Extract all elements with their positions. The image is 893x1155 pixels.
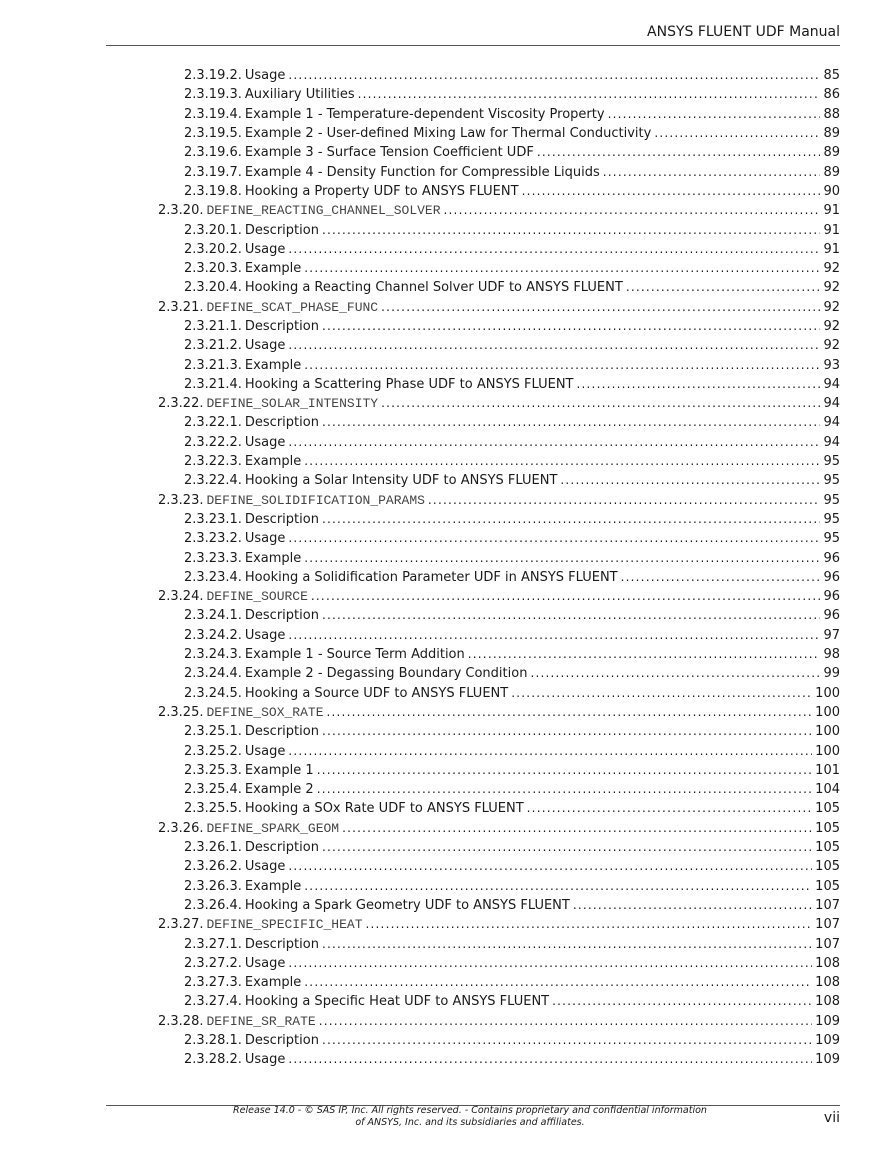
toc-dot-leader [626,278,821,297]
toc-entry[interactable] [158,761,840,780]
toc-entry-number: 2.3.22.4. [184,473,242,489]
footer-copyright [150,1105,790,1129]
toc-entry-title: Description [244,608,319,624]
toc-entry-title: Example [244,550,302,566]
toc-entry-page: 100 [815,685,840,701]
toc-entry[interactable] [158,278,840,297]
toc-entry-title: Description [244,415,319,431]
toc-entry[interactable] [158,510,840,529]
toc-entry-page: 108 [815,955,840,971]
toc-entry-title: DEFINE_SOLAR_INTENSITY [206,396,379,412]
toc-dot-leader [608,105,821,124]
toc-entry-page: 93 [823,357,840,373]
toc-entry-number: 2.3.19.4. [184,106,242,122]
toc-entry[interactable] [158,1050,840,1069]
toc-entry-number: 2.3.21.4. [184,376,242,392]
toc-entry-page: 107 [815,897,840,913]
toc-entry-page: 105 [815,878,840,894]
toc-entry-number: 2.3.25.1. [184,724,242,740]
toc-entry-page: 94 [823,376,840,392]
toc-entry[interactable] [158,626,840,645]
toc-entry-title: Auxiliary Utilities [244,87,355,103]
toc-entry-page: 98 [823,647,840,663]
toc-entry-title: Description [244,840,319,856]
toc-dot-leader [311,587,821,606]
toc-entry-title: Example 2 - User-defined Mixing Law for Thermal Conductivity [244,126,652,142]
toc-entry-title: Description [244,222,319,238]
toc-entry-number: 2.3.26.1. [184,840,242,856]
toc-entry[interactable] [158,491,840,510]
toc-entry[interactable] [158,355,840,374]
toc-entry-page: 107 [815,917,840,933]
toc-entry-title: DEFINE_SOLIDIFICATION_PARAMS [206,492,425,508]
toc-entry-page: 96 [823,589,840,605]
toc-entry-page: 97 [823,627,840,643]
toc-entry-number: 2.3.25.2. [184,743,242,759]
toc-entry-page: 95 [823,511,840,527]
toc-entry-title: Usage [244,1052,286,1068]
toc-entry-title: Example [244,357,302,373]
toc-entry-number: 2.3.26.2. [184,859,242,875]
toc-entry-page: 96 [823,569,840,585]
toc-dot-leader [288,626,820,645]
toc-entry-title: Hooking a Reacting Channel Solver UDF to ANSYS FLUENT [244,280,623,296]
toc-dot-leader [304,973,812,992]
toc-entry-title: Usage [244,68,286,84]
toc-entry-title: Usage [244,531,286,547]
toc-entry[interactable] [158,568,840,587]
toc-entry-number: 2.3.21.3. [184,357,242,373]
toc-entry-number: 2.3.25.4. [184,782,242,798]
toc-entry-title: Description [244,936,319,952]
header-divider [106,45,840,46]
toc-dot-leader [530,664,820,683]
toc-entry-number: 2.3.27.3. [184,975,242,991]
toc-dot-leader [327,703,813,722]
toc-entry-number: 2.3.22.2. [184,434,242,450]
toc-entry-title: Example 4 - Density Function for Compressible Liquids [244,164,600,180]
toc-dot-leader [527,799,813,818]
toc-dot-leader [317,761,812,780]
toc-entry[interactable] [158,645,840,664]
toc-entry-page: 92 [823,338,840,354]
toc-entry-page: 95 [823,531,840,547]
toc-entry-number: 2.3.24.5. [184,685,242,701]
toc-dot-leader [537,143,821,162]
toc-entry-number: 2.3.23.2. [184,531,242,547]
toc-dot-leader [322,221,821,240]
toc-dot-leader [288,1050,812,1069]
toc-entry-number: 2.3.22. [158,396,204,412]
toc-entry-title: Description [244,1032,319,1048]
toc-entry-title: Example [244,975,302,991]
toc-entry-number: 2.3.24.4. [184,666,242,682]
toc-entry[interactable] [158,992,840,1011]
toc-entry-page: 105 [815,820,840,836]
toc-dot-leader [322,1031,812,1050]
toc-dot-leader [322,510,821,529]
toc-entry-number: 2.3.25.5. [184,801,242,817]
toc-entry-number: 2.3.23.1. [184,511,242,527]
toc-entry-number: 2.3.28. [158,1013,204,1029]
toc-entry[interactable] [158,741,840,760]
toc-entry-page: 109 [815,1013,840,1029]
toc-entry-page: 101 [815,762,840,778]
toc-entry-title: DEFINE_SR_RATE [206,1013,316,1029]
toc-dot-leader [319,1012,812,1031]
toc-entry[interactable] [158,548,840,567]
toc-entry-number: 2.3.25.3. [184,762,242,778]
toc-entry-number: 2.3.27.4. [184,994,242,1010]
toc-entry[interactable] [158,298,840,317]
toc-entry-title: Usage [244,627,286,643]
toc-dot-leader [560,471,820,490]
toc-entry-number: 2.3.22.3. [184,454,242,470]
toc-entry-title: Example [244,878,302,894]
toc-dot-leader [288,857,812,876]
toc-entry-page: 95 [823,454,840,470]
toc-entry-page: 100 [815,704,840,720]
toc-dot-leader [304,549,820,568]
toc-entry-number: 2.3.24.2. [184,627,242,643]
toc-entry[interactable] [158,876,840,895]
toc-entry-title: Hooking a Spark Geometry UDF to ANSYS FLUENT [244,897,570,913]
toc-entry[interactable] [158,934,840,953]
toc-entry[interactable] [158,780,840,799]
toc-entry-number: 2.3.21.1. [184,319,242,334]
toc-entry-page: 105 [815,801,840,817]
toc-dot-leader [322,935,812,954]
toc-entry[interactable] [158,143,840,162]
toc-entry-page: 99 [823,666,840,682]
running-header-title: ANSYS FLUENT UDF Manual [647,24,840,40]
toc-dot-leader [511,684,812,703]
toc-entry-page: 89 [823,145,840,161]
toc-dot-leader [366,915,813,934]
toc-entry-number: 2.3.27. [158,917,204,933]
toc-entry-page: 95 [823,473,840,489]
toc-entry[interactable] [158,973,840,992]
toc-entry-title: Hooking a Solidification Parameter UDF in ANSYS FLUENT [244,569,618,585]
toc-entry-title: DEFINE_SPECIFIC_HEAT [206,917,363,933]
toc-entry-title: Usage [244,434,286,450]
toc-entry[interactable] [158,201,840,220]
toc-dot-leader [522,182,821,201]
toc-entry-title: Description [244,319,319,334]
toc-dot-leader [304,356,820,375]
toc-entry-number: 2.3.24.1. [184,608,242,624]
toc-entry-page: 91 [823,203,840,219]
toc-entry-page: 109 [815,1032,840,1048]
footer-copyright-line-1: Release 14.0 - © SAS IP, Inc. All rights reserved. - Contains proprietary and confidential information [233,1105,707,1116]
toc-entry[interactable] [158,857,840,876]
toc-entry-title: Example 1 [244,762,314,778]
footer-copyright-line-2: of ANSYS, Inc. and its subsidiaries and affiliates. [355,1117,585,1128]
toc-entry[interactable] [158,915,840,934]
toc-entry-number: 2.3.19.6. [184,145,242,161]
toc-entry-number: 2.3.24. [158,589,204,605]
toc-entry[interactable] [158,664,840,683]
toc-entry[interactable] [158,375,840,394]
toc-dot-leader [288,433,820,452]
toc-entry-page: 89 [823,126,840,142]
toc-entry-number: 2.3.27.2. [184,955,242,971]
toc-entry-number: 2.3.20.3. [184,261,242,277]
toc-dot-leader [317,780,812,799]
toc-entry-number: 2.3.25. [158,704,204,720]
toc-entry-page: 100 [815,743,840,759]
toc-entry[interactable] [158,606,840,625]
toc-entry[interactable] [158,105,840,124]
toc-dot-leader [381,394,820,413]
toc-entry-title: DEFINE_SCAT_PHASE_FUNC [206,299,379,315]
toc-entry-title: Example [244,261,302,277]
toc-entry-number: 2.3.24.3. [184,647,242,663]
toc-entry-title: Usage [244,955,286,971]
toc-entry[interactable] [158,220,840,239]
toc-dot-leader [654,124,820,143]
toc-dot-leader [428,491,821,510]
toc-dot-leader [304,452,820,471]
toc-entry-page: 92 [823,319,840,334]
toc-entry-number: 2.3.23.3. [184,550,242,566]
toc-entry-title: Example 2 [244,782,314,798]
toc-entry[interactable] [158,587,840,606]
toc-dot-leader [288,240,820,259]
toc-entry-page: 107 [815,936,840,952]
toc-dot-leader [322,606,821,625]
toc-dot-leader [304,259,820,278]
toc-entry-title: Example [244,454,302,470]
toc-entry-page: 90 [823,183,840,199]
toc-dot-leader [603,163,821,182]
toc-entry[interactable] [158,1012,840,1031]
toc-entry-page: 95 [823,492,840,508]
toc-entry-number: 2.3.20.4. [184,280,242,296]
toc-entry-number: 2.3.28.2. [184,1052,242,1068]
toc-entry[interactable] [158,954,840,973]
toc-entry[interactable] [158,471,840,490]
toc-entry-page: 89 [823,164,840,180]
toc-entry[interactable] [158,66,840,85]
toc-entry-title: Usage [244,241,286,257]
toc-entry[interactable] [158,838,840,857]
toc-entry-page: 104 [815,782,840,798]
toc-entry-page: 105 [815,859,840,875]
toc-dot-leader [573,896,812,915]
toc-entry-page: 108 [815,975,840,991]
toc-dot-leader [322,317,821,336]
toc-entry-title: DEFINE_SPARK_GEOM [206,820,340,836]
toc-entry-number: 2.3.19.5. [184,126,242,142]
toc-dot-leader [552,992,812,1011]
toc-entry-page: 94 [823,434,840,450]
toc-entry[interactable] [158,722,840,741]
toc-entry[interactable] [158,124,840,143]
toc-entry-title: Hooking a SOx Rate UDF to ANSYS FLUENT [244,801,524,817]
toc-entry-number: 2.3.28.1. [184,1032,242,1048]
toc-entry[interactable] [158,240,840,259]
toc-entry-number: 2.3.26. [158,820,204,836]
toc-entry-number: 2.3.19.2. [184,68,242,84]
toc-entry-number: 2.3.21. [158,299,204,315]
toc-entry-title: Hooking a Solar Intensity UDF to ANSYS FLUENT [244,473,558,489]
toc-entry[interactable] [158,799,840,818]
toc-entry[interactable] [158,336,840,355]
toc-entry-page: 91 [823,241,840,257]
toc-entry-page: 85 [823,68,840,84]
toc-entry[interactable] [158,452,840,471]
toc-entry[interactable] [158,819,840,838]
toc-entry-title: Usage [244,743,286,759]
toc-dot-leader [288,336,820,355]
toc-entry[interactable] [158,684,840,703]
toc-dot-leader [288,954,812,973]
toc-entry-title: Usage [244,338,286,354]
toc-entry-title: Hooking a Property UDF to ANSYS FLUENT [244,183,519,199]
toc-entry-title: Description [244,724,319,740]
toc-entry-title: Example 1 - Temperature-dependent Viscosity Property [244,106,605,122]
toc-entry-number: 2.3.23.4. [184,569,242,585]
toc-entry-page: 92 [823,261,840,277]
toc-entry[interactable] [158,413,840,432]
toc-entry-page: 92 [823,299,840,315]
toc-dot-leader [621,568,821,587]
toc-entry[interactable] [158,259,840,278]
toc-entry-number: 2.3.26.4. [184,897,242,913]
toc-entry-page: 94 [823,396,840,412]
toc-entry-page: 105 [815,840,840,856]
toc-entry-title: Example 1 - Source Term Addition [244,647,465,663]
toc-entry[interactable] [158,182,840,201]
toc-entry-page: 96 [823,550,840,566]
toc-dot-leader [468,645,821,664]
toc-entry-number: 2.3.23. [158,492,204,508]
toc-dot-leader [288,742,812,761]
toc-dot-leader [381,298,820,317]
toc-entry-title: DEFINE_SOURCE [206,589,308,605]
toc-entry-title: Description [244,511,319,527]
toc-entry-number: 2.3.26.3. [184,878,242,894]
toc-dot-leader [288,529,820,548]
toc-entry[interactable] [158,703,840,722]
toc-entry[interactable] [158,394,840,413]
toc-entry-title: DEFINE_SOX_RATE [206,704,324,720]
toc-entry-title: Hooking a Specific Heat UDF to ANSYS FLUENT [244,994,550,1010]
toc-entry-number: 2.3.22.1. [184,415,242,431]
toc-entry-page: 91 [823,222,840,238]
toc-entry-number: 2.3.27.1. [184,936,242,952]
toc-entry-page: 88 [823,106,840,122]
toc-entry-title: Usage [244,859,286,875]
toc-entry[interactable] [158,896,840,915]
toc-dot-leader [288,66,820,85]
toc-entry[interactable] [158,317,840,336]
page-number: vii [823,1110,840,1126]
toc-entry-page: 86 [823,87,840,103]
toc-entry-page: 100 [815,724,840,740]
toc-entry[interactable] [158,529,840,548]
toc-dot-leader [322,722,812,741]
toc-entry-page: 96 [823,608,840,624]
toc-entry-number: 2.3.20.2. [184,241,242,257]
toc-entry-number: 2.3.19.3. [184,87,242,103]
toc-dot-leader [342,819,812,838]
toc-entry-page: 109 [815,1052,840,1068]
toc-entry-number: 2.3.20. [158,203,204,219]
toc-entry-page: 108 [815,994,840,1010]
toc-entry-title: DEFINE_REACTING_CHANNEL_SOLVER [206,203,441,219]
toc-entry-page: 94 [823,415,840,431]
table-of-contents [158,66,840,1069]
toc-entry-title: Hooking a Source UDF to ANSYS FLUENT [244,685,509,701]
toc-dot-leader [577,375,821,394]
toc-entry-title: Example 2 - Degassing Boundary Condition [244,666,528,682]
toc-entry[interactable] [158,1031,840,1050]
toc-dot-leader [358,85,821,104]
toc-dot-leader [444,201,821,220]
toc-entry[interactable] [158,85,840,104]
toc-entry-number: 2.3.19.8. [184,183,242,199]
toc-dot-leader [304,877,812,896]
toc-entry-title: Example 3 - Surface Tension Coefficient UDF [244,145,534,161]
toc-entry-number: 2.3.19.7. [184,164,242,180]
toc-entry[interactable] [158,162,840,181]
toc-entry-number: 2.3.20.1. [184,222,242,238]
toc-entry-title: Hooking a Scattering Phase UDF to ANSYS FLUENT [244,376,574,392]
toc-entry-page: 92 [823,280,840,296]
toc-dot-leader [322,413,821,432]
toc-entry[interactable] [158,433,840,452]
toc-dot-leader [322,838,812,857]
toc-entry-number: 2.3.21.2. [184,338,242,354]
